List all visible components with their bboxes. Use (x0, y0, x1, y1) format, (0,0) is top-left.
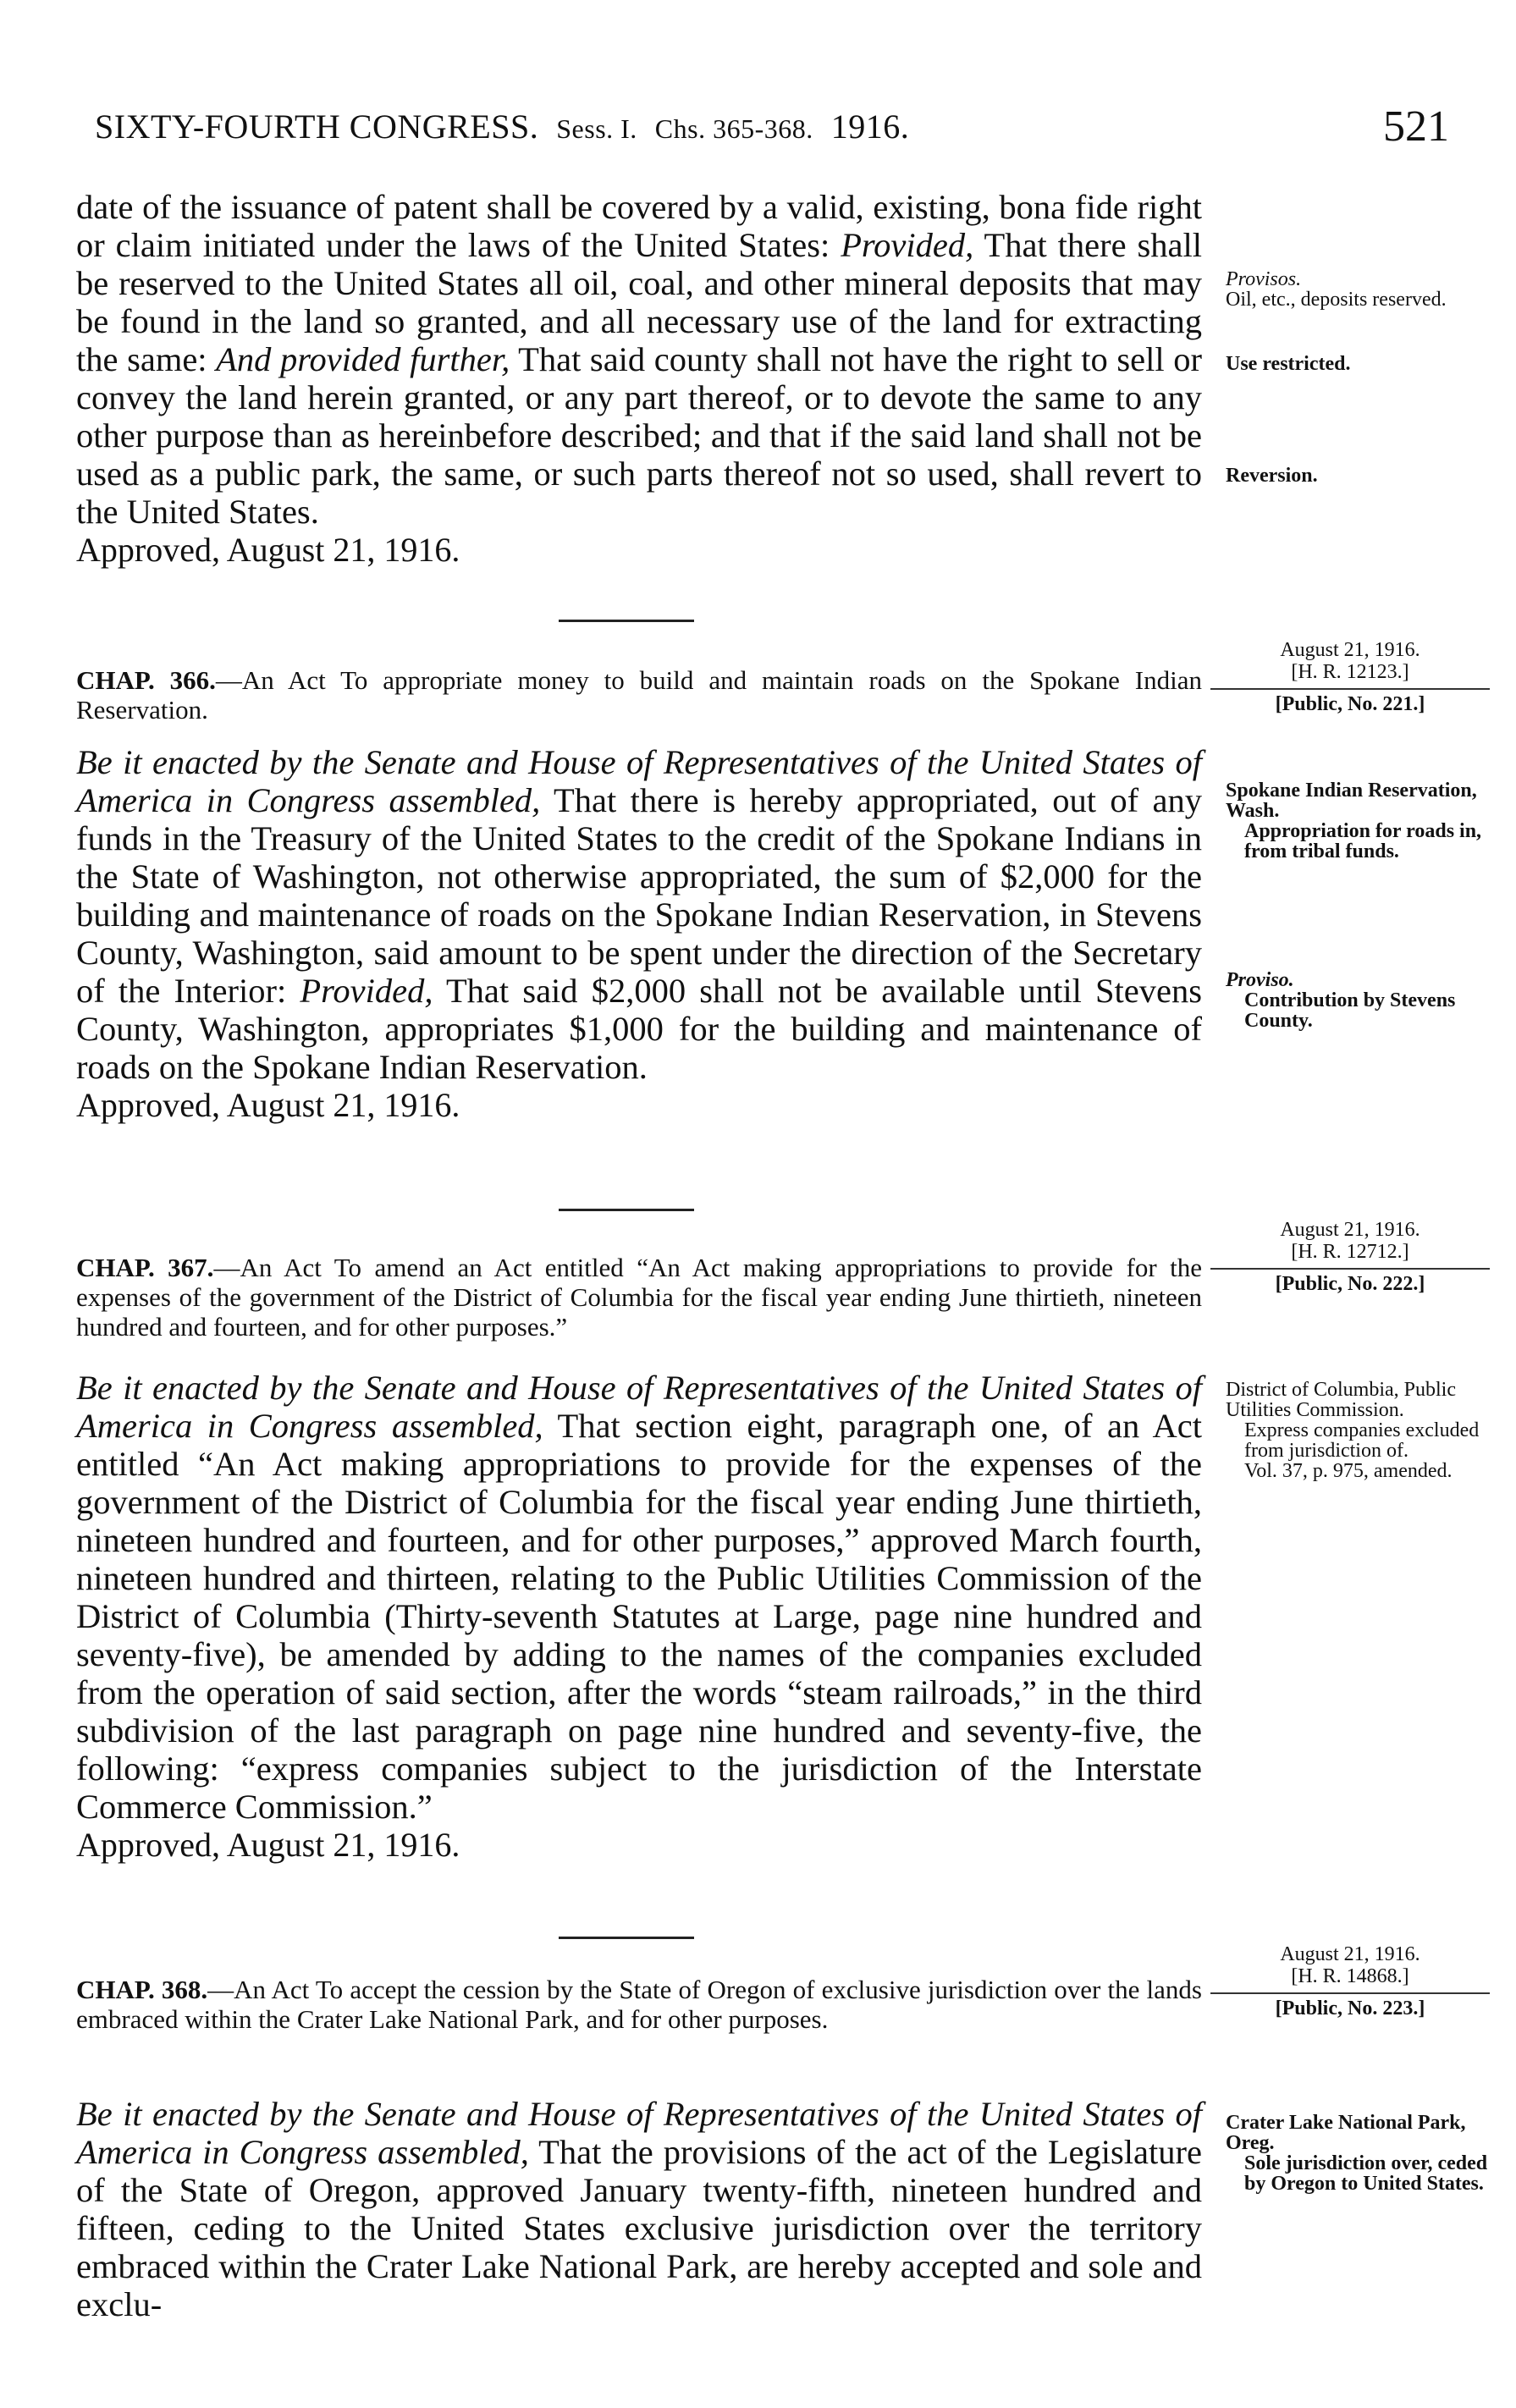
ch366-provided: Provided, (300, 972, 433, 1010)
ch367-margin (1226, 1380, 1495, 1481)
ch368-chap-label: CHAP. 368. (76, 1975, 208, 2004)
ch366-date: August 21, 1916. (1280, 639, 1420, 661)
ch367-paragraph (76, 1369, 1202, 1826)
ch365-margin-use (1226, 354, 1495, 374)
ch367-public-law: [Public, No. 222.] (1210, 1268, 1490, 1295)
ch367-marginal-heading (1210, 1219, 1490, 1295)
margin-provisos-label: Provisos. (1226, 268, 1302, 290)
ch368-date: August 21, 1916. (1280, 1943, 1420, 1965)
ch366-heading (76, 665, 1202, 725)
ch366-approved: Approved, August 21, 1916. (76, 1086, 460, 1124)
ch368-paragraph (76, 2095, 1202, 2323)
section-divider (559, 620, 694, 622)
ch365-text: date of the issuance of patent shall be covered by a valid, existing, bona fide right or claim initiated under the laws of the United States: (76, 188, 1202, 264)
section-divider (559, 1209, 694, 1211)
ch366-chap-label: CHAP. 366. (76, 665, 216, 695)
ch366-marginal-heading (1210, 639, 1490, 715)
page-number: 521 (1383, 102, 1449, 151)
ch367-date: August 21, 1916. (1280, 1219, 1420, 1241)
ch367-bill: [H. R. 12712.] (1291, 1241, 1409, 1263)
running-title-chapters: Chs. 365-368. (654, 113, 813, 144)
margin-dc-utilities: District of Columbia, Public Utilities Commission. (1226, 1379, 1456, 1421)
running-title-session: Sess. I. (556, 113, 637, 144)
running-header (95, 102, 1449, 152)
ch365-text2: That there shall be reserved to the United States all oil, coal, and other mineral deposits that may be found in the land so granted, and all necessary use of the land for extracting the same: (76, 226, 1203, 378)
ch365-paragraph (76, 188, 1202, 531)
ch366-margin-a (1226, 780, 1495, 862)
ch367-text: That section eight, paragraph one, of an Act entitled “An Act making appropriations to provide for the expenses of the government of the District of Columbia for the fiscal year ending June thirtieth, nineteen hundred and fourteen, and for other purposes,” approved March fourth, nineteen hundred and thirteen, relating to the Public Utilities Commission of the District of Columbia (Thirty-seventh Statutes at Large, page nine hundred and seventy-five), be amended by adding to the names of the companies excluded from the operation of said section, after the words “steam railroads,” in the third subdivision of the last paragraph on page nine hundred and seventy-five, the following: “express companies subject to the jurisdiction of the Interstate Commerce Commission.” (76, 1407, 1202, 1826)
ch365-margin-provisos (1226, 269, 1495, 310)
margin-express: Express companies excluded from jurisdiction of. (1244, 1419, 1480, 1462)
ch366-text2: That said $2,000 shall not be available until Stevens County, Washington, appropriates $1,000 for the building and maintenance of roads on the Spokane Indian Reservation. (76, 972, 1202, 1086)
margin-use-restricted: Use restricted. (1226, 353, 1351, 375)
ch368-title: —An Act To accept the cession by the State of Oregon of exclusive jurisdiction over the lands embraced within the Crater Lake National Park, and for other purposes. (76, 1975, 1202, 2034)
section-divider (559, 1937, 694, 1939)
margin-crater-lake: Crater Lake National Park, Oreg. (1226, 2112, 1466, 2154)
ch368-body (76, 2095, 1202, 2323)
ch367-heading (76, 1253, 1202, 1342)
ch365-approved: Approved, August 21, 1916. (76, 531, 460, 569)
ch368-margin (1226, 2113, 1495, 2194)
ch368-public-law: [Public, No. 223.] (1210, 1992, 1490, 2020)
margin-oil-reserved: Oil, etc., deposits reserved. (1226, 289, 1447, 311)
ch368-bill: [H. R. 14868.] (1291, 1965, 1409, 1987)
ch365-and-provided: And provided further, (216, 340, 510, 378)
ch366-paragraph (76, 743, 1202, 1086)
ch365-text3: That said county shall not have the right to sell or convey the land herein granted, or any part thereof, or to devote the same to any other purpose than as hereinbefore described; and that if the said land shall not be used as a public park, the same, or such parts thereof not so used, shall revert to the United States. (76, 340, 1202, 531)
ch367-body (76, 1369, 1202, 1864)
ch368-text: That the provisions of the act of the Legislature of the State of Oregon, approved January twenty-fifth, nineteen hundred and fifteen, ceding to the United States exclusive jurisdiction over the territory embraced within the Crater Lake National Park, are hereby accepted and sole and exclu- (76, 2133, 1202, 2323)
ch368-heading (76, 1975, 1202, 2034)
running-title (95, 107, 909, 146)
ch367-enacting-clause: Be it enacted by the Senate and House of Representatives of the United States of America in Congress assembled, (76, 1369, 1202, 1445)
ch368-marginal-heading (1210, 1943, 1490, 2020)
ch366-title: —An Act To appropriate money to build and maintain roads on the Spokane Indian Reservation. (76, 665, 1202, 725)
margin-appropriation: Appropriation for roads in, from tribal funds. (1244, 820, 1482, 862)
ch366-enacting-clause: Be it enacted by the Senate and House of Representatives of the United States of America in Congress assembled, (76, 743, 1202, 819)
ch365-margin-reversion (1226, 466, 1495, 486)
margin-sole-jurisdiction: Sole jurisdiction over, ceded by Oregon to United States. (1244, 2152, 1488, 2195)
ch367-approved: Approved, August 21, 1916. (76, 1826, 460, 1864)
running-title-year: 1916. (830, 107, 910, 146)
margin-vol37: Vol. 37, p. 975, amended. (1244, 1460, 1453, 1482)
ch365-provided: Provided, (841, 226, 974, 264)
ch366-margin-b (1226, 970, 1495, 1031)
ch366-bill: [H. R. 12123.] (1291, 661, 1409, 683)
margin-spokane: Spokane Indian Reservation, Wash. (1226, 780, 1477, 822)
running-title-congress: SIXTY-FOURTH CONGRESS. (95, 107, 539, 146)
ch365-body (76, 188, 1202, 569)
ch366-public-law: [Public, No. 221.] (1210, 688, 1490, 715)
margin-proviso-label: Proviso. (1226, 969, 1294, 991)
ch366-text: That there is hereby appropriated, out of any funds in the Treasury of the United States to the credit of the Spokane Indians in the State of Washington, not otherwise appropriated, the sum of $2,000 for the building and maintenance of roads on the Spokane Indian Reservation, in Stevens County, Washington, said amount to be spent under the direction of the Secretary of the Interior: (76, 781, 1202, 1010)
margin-reversion: Reversion. (1226, 465, 1318, 487)
margin-contribution: Contribution by Stevens County. (1244, 989, 1456, 1032)
ch368-enacting-clause: Be it enacted by the Senate and House of Representatives of the United States of America in Congress assembled, (76, 2095, 1202, 2171)
ch367-chap-label: CHAP. 367. (76, 1253, 214, 1282)
ch367-title: —An Act To amend an Act entitled “An Act making appropriations to provide for the expenses of the government of the District of Columbia for the fiscal year ending June thirtieth, nineteen hundred and fourteen, and for other purposes.” (76, 1253, 1202, 1342)
ch366-body (76, 743, 1202, 1124)
